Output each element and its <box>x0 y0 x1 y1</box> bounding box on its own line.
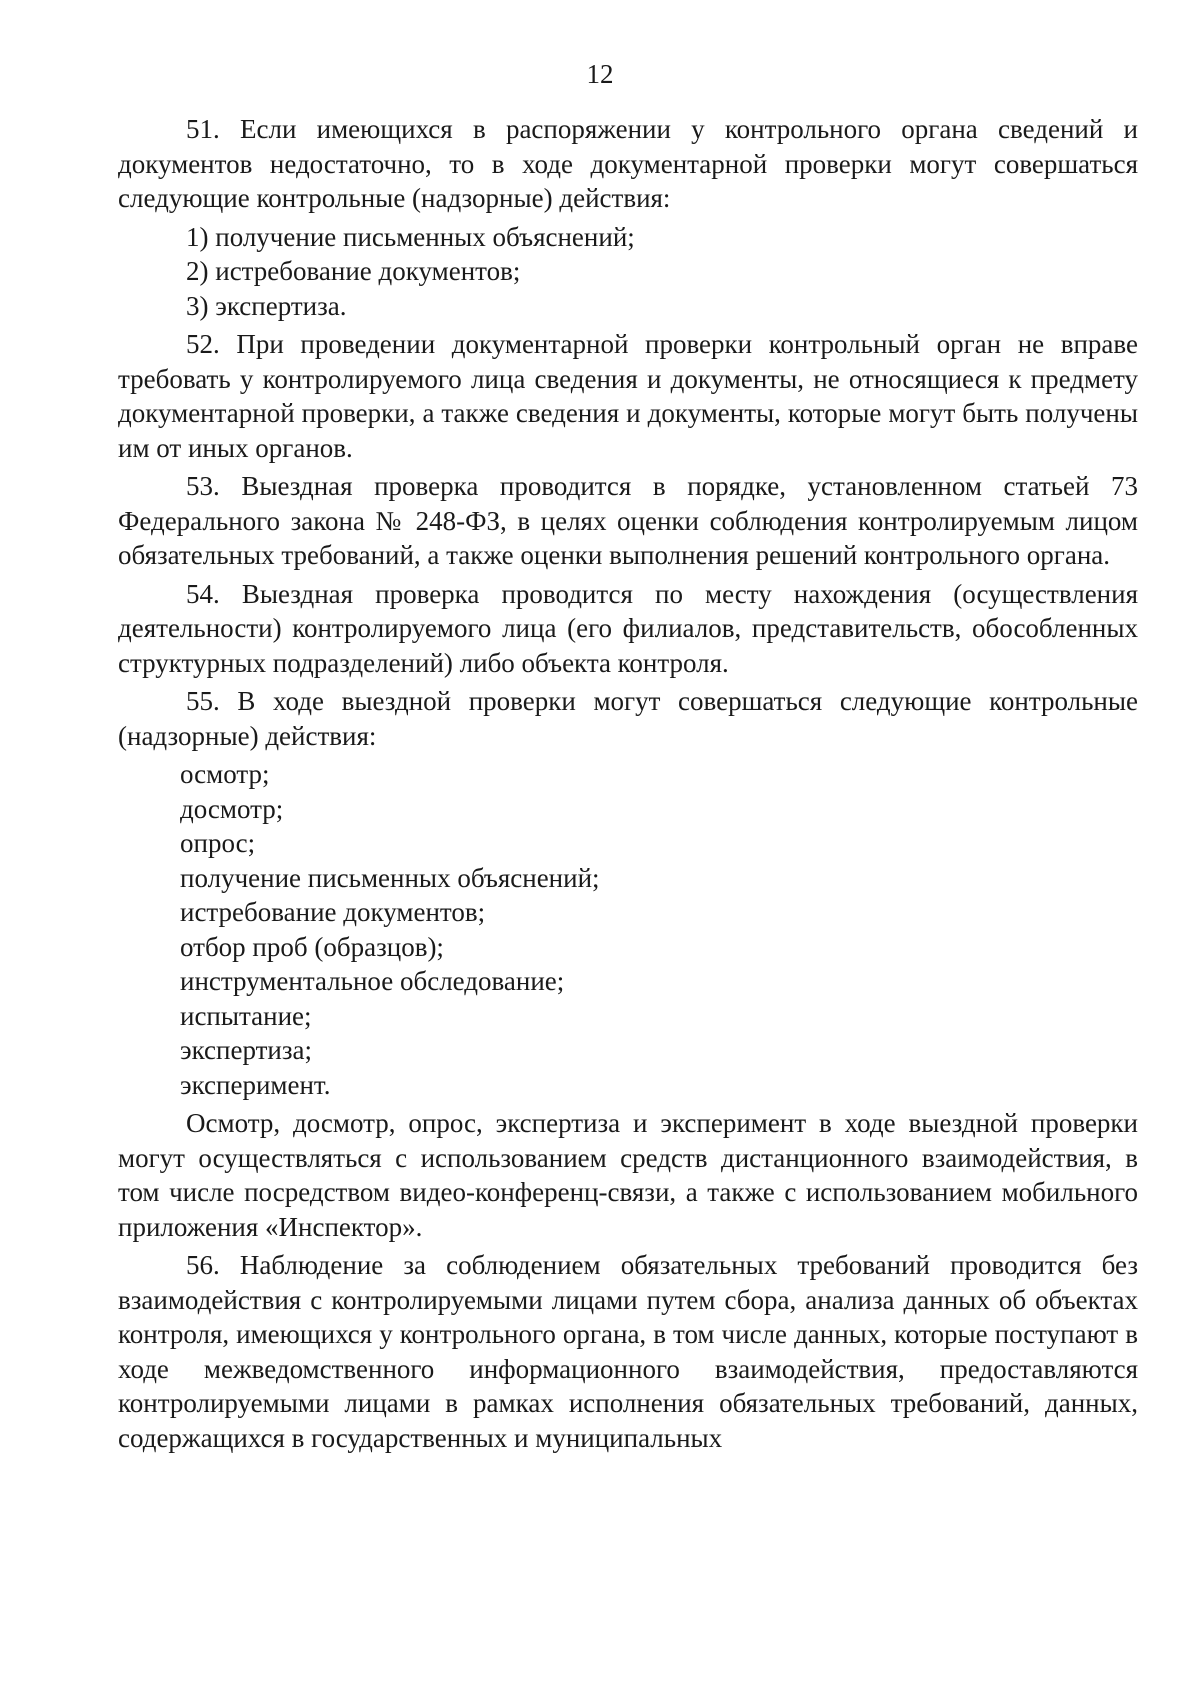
paragraph-52: 52. При проведении документарной проверки контрольный орган не вправе требовать у контролируемого лица сведения и документы, не относящиеся к предмету документарной проверки, а также сведения и документы, которые могут быть получены им от иных органов. <box>118 329 1138 463</box>
paragraph-53: 53. Выездная проверка проводится в порядке, установленном статьей 73 Федерального закона № 248-ФЗ, в целях оценки соблюдения контролируемым лицом обязательных требований, а также оценки выполнения решений контрольного органа. <box>118 471 1138 570</box>
paragraph-56: 56. Наблюдение за соблюдением обязательных требований проводится без взаимодействия с контролируемыми лицами путем сбора, анализа данных об объектах контроля, имеющихся у контрольного органа, в том числе данных, которые поступают в ходе межведомственного информационного взаимодействия, предоставляются контролируемыми лицами в рамках исполнения обязательных требований, данных, содержащихся в государственных и муниципальных <box>118 1250 1138 1453</box>
list-item: истребование документов; <box>180 897 486 927</box>
paragraph-55-list <box>118 757 1138 1102</box>
page-number: 12 <box>586 59 614 89</box>
list-item: 1) получение письменных объяснений; <box>186 221 635 252</box>
paragraph-51-list <box>118 220 1138 324</box>
list-item: экспертиза; <box>180 1035 312 1065</box>
list-item: досмотр; <box>180 793 284 824</box>
paragraph-55: 55. В ходе выездной проверки могут совершаться следующие контрольные (надзорные) действия: <box>118 686 1138 751</box>
paragraph-55-remote: Осмотр, досмотр, опрос, экспертиза и эксперимент в ходе выездной проверки могут осуществляться с использованием средств дистанционного взаимодействия, в том числе посредством видео-конференц-связи, а также с использованием мобильного приложения «Инспектор». <box>118 1108 1138 1242</box>
list-item: испытание; <box>180 1000 312 1031</box>
list-item: отбор проб (образцов); <box>180 931 444 962</box>
list-item: осмотр; <box>180 759 270 789</box>
paragraph-54: 54. Выездная проверка проводится по месту нахождения (осуществления деятельности) контролируемого лица (его филиалов, представительств, обособленных структурных подразделений) либо объекта контроля. <box>118 578 1138 678</box>
list-item: эксперимент. <box>180 1069 331 1100</box>
list-item: опрос; <box>180 828 256 858</box>
document-body <box>118 112 1138 1459</box>
list-item: 3) экспертиза. <box>186 290 347 321</box>
list-item: 2) истребование документов; <box>186 256 521 286</box>
paragraph-51: 51. Если имеющихся в распоряжении у контрольного органа сведений и документов недостаточно, то в ходе документарной проверки могут совершаться следующие контрольные (надзорные) действия: <box>118 114 1138 213</box>
list-item: инструментальное обследование; <box>180 966 565 996</box>
list-item: получение письменных объяснений; <box>180 862 600 893</box>
